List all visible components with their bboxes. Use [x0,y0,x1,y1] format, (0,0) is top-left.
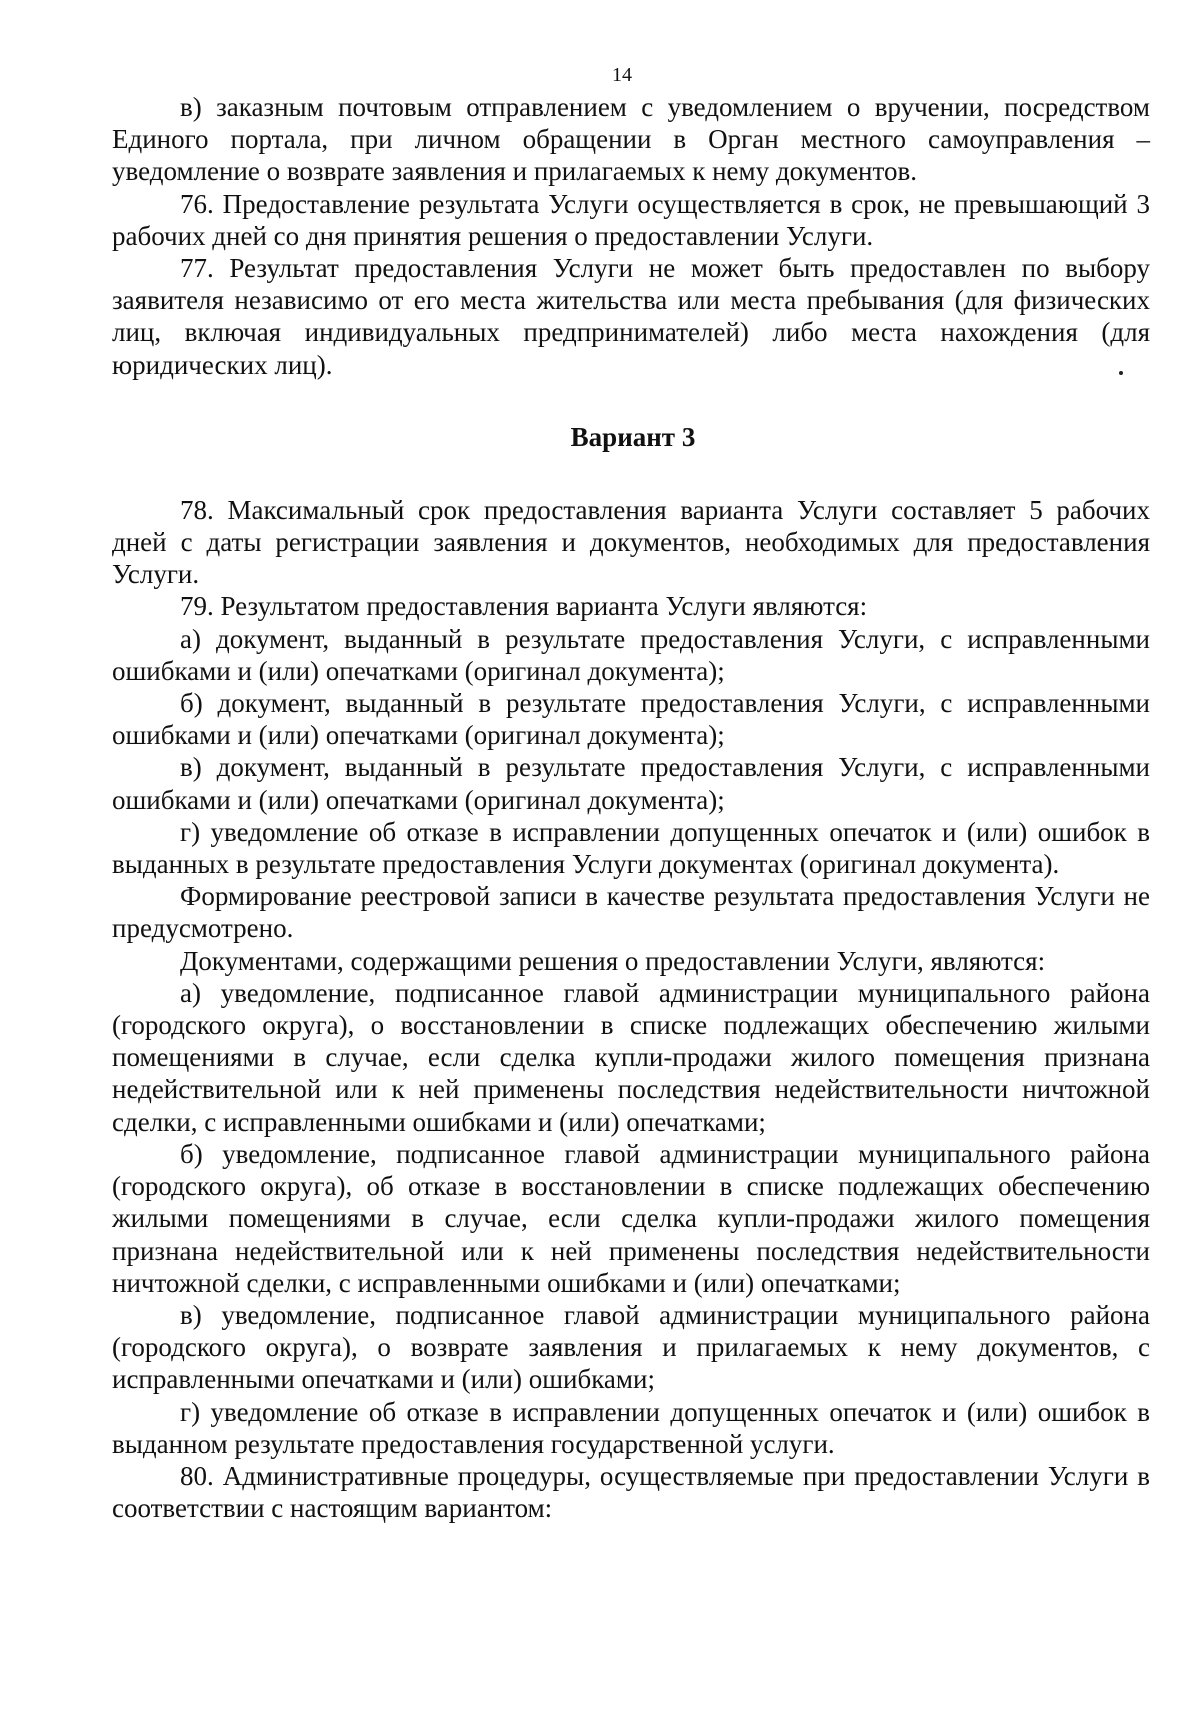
paragraph-80: 80. Административные процедуры, осуществляемые при предоставлении Услуги в соответствии с настоящим вариантом: [112,1460,1150,1524]
paragraph-registry-record: Формирование реестровой записи в качестве результата предоставления Услуги не предусмотрено. [112,881,1150,944]
paragraph-decision-item-g: г) уведомление об отказе в исправлении допущенных опечаток и (или) ошибок в выданном результате предоставления государственной услуги. [112,1396,1150,1459]
page-number: 14 [612,64,632,86]
paragraph-79-item-v: в) документ, выданный в результате предоставления Услуги, с исправленными ошибками и (или) опечатками (оригинал документа); [112,752,1150,815]
paragraph-79: 79. Результатом предоставления варианта Услуги являются: [180,591,868,622]
paragraph-79-item-a: а) документ, выданный в результате предоставления Услуги, с исправленными ошибками и (или) опечатками (оригинал документа); [112,623,1150,686]
document-body [112,91,1150,1524]
paragraph-decision-item-v: в) уведомление, подписанное главой администрации муниципального района (городского округа), о возврате заявления и прилагаемых к нему документов, с исправленными опечатками и (или) ошибками; [112,1299,1150,1395]
paragraph-item-v-notification: в) заказным почтовым отправлением с уведомлением о вручении, посредством Единого портала, при личном обращении в Орган местного самоуправления – уведомление о возврате заявления и прилагаемых к нему документов. [112,92,1150,187]
paragraph-decision-documents: Документами, содержащими решения о предоставлении Услуги, являются: [180,945,1046,976]
paragraph-decision-item-a: а) уведомление, подписанное главой администрации муниципального района (городского округа), о восстановлении в списке подлежащих обеспечению жилыми помещениями в случае, если сделка купли-продажи жилого помещения признана недействительной или к ней применены последствия недействительности ничтожной сделки, с исправленными ошибками и (или) опечатками; [112,977,1150,1137]
section-heading-variant-3: Вариант 3 [570,421,696,452]
paragraph-79-item-g: г) уведомление об отказе в исправлении допущенных опечаток и (или) ошибок в выданных в результате предоставления Услуги документах (оригинал документа). [112,816,1150,880]
paragraph-79-item-b: б) документ, выданный в результате предоставления Услуги, с исправленными ошибками и (или) опечатками (оригинал документа); [112,688,1150,751]
paragraph-76: 76. Предоставление результата Услуги осуществляется в срок, не превышающий 3 рабочих дней со дня принятия решения о предоставлении Услуги. [112,188,1150,251]
paragraph-77: 77. Результат предоставления Услуги не может быть предоставлен по выбору заявителя независимо от его места жительства или места пребывания (для физических лиц, включая индивидуальных предпринимателей) либо места нахождения (для юридических лиц). [112,253,1150,380]
paragraph-78: 78. Максимальный срок предоставления варианта Услуги составляет 5 рабочих дней с даты регистрации заявления и документов, необходимых для предоставления Услуги. [112,494,1150,590]
paragraph-decision-item-b: б) уведомление, подписанное главой администрации муниципального района (городского округа), об отказе в восстановлении в списке подлежащих обеспечению жилыми помещениями в случае, если сделка купли-продажи жилого помещения признана недействительной или к ней применены последствия недействительности ничтожной сделки, с исправленными ошибками и (или) опечатками; [112,1138,1150,1298]
